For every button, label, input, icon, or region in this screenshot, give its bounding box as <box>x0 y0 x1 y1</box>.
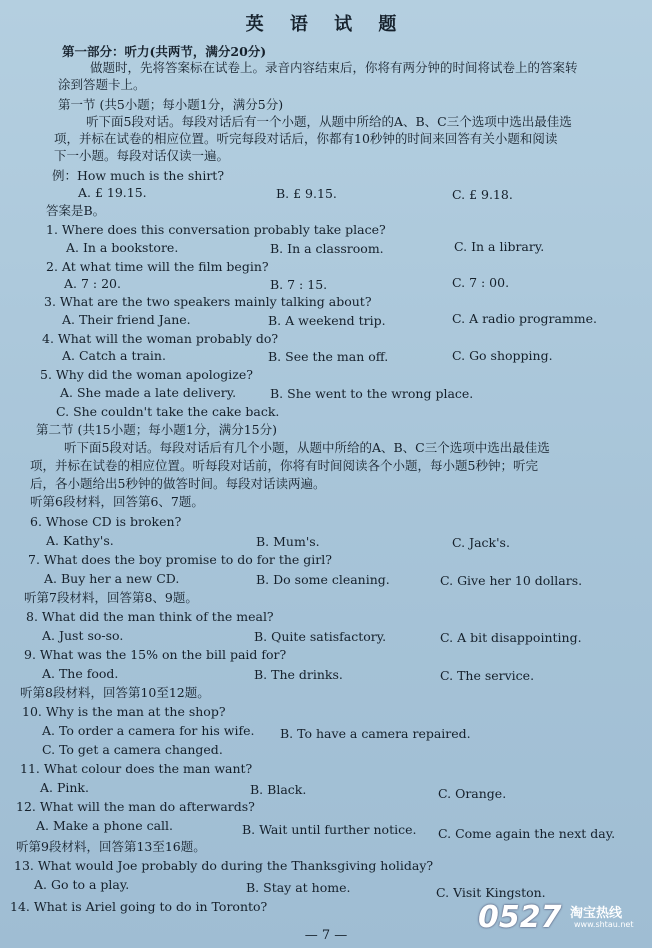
question-6: 6. Whose CD is broken? <box>30 514 182 529</box>
material-7-heading: 听第7段材料，回答第8、9题。 <box>24 590 198 605</box>
q2-option-c: C. 7 : 00. <box>452 275 510 290</box>
q7-option-c: C. Give her 10 dollars. <box>440 573 583 588</box>
q2-option-a: A. 7 : 20. <box>64 276 121 291</box>
q13-option-c: C. Visit Kingston. <box>436 885 546 900</box>
example-option-a: A. £ 19.15. <box>78 185 147 200</box>
section2-intro-2: 项，并标在试卷的相应位置。听每段对话前，你将有时间阅读各个小题，每小题5秒钟；听完 <box>30 458 538 473</box>
section2-intro-1: 听下面5段对话。每段对话后有几个小题，从题中所给的A、B、C三个选项中选出最佳选 <box>64 440 550 455</box>
section2-intro-3: 后，各小题给出5秒钟的做答时间。每段对话读两遍。 <box>30 476 326 491</box>
example-question: 例：How much is the shirt? <box>52 168 225 183</box>
question-12: 12. What will the man do afterwards? <box>16 799 255 814</box>
q1-option-a: A. In a bookstore. <box>66 240 179 255</box>
q13-option-a: A. Go to a play. <box>34 877 130 892</box>
q1-option-b: B. In a classroom. <box>270 241 384 256</box>
watermark-url: www.shtau.net <box>574 920 634 929</box>
q3-option-a: A. Their friend Jane. <box>62 312 191 327</box>
q4-option-c: C. Go shopping. <box>452 348 553 363</box>
question-4: 4. What will the woman probably do? <box>42 331 279 346</box>
q12-option-b: B. Wait until further notice. <box>242 822 417 837</box>
q7-option-a: A. Buy her a new CD. <box>44 571 180 586</box>
q5-option-b: B. She went to the wrong place. <box>270 386 474 401</box>
q2-option-b: B. 7 : 15. <box>270 277 328 292</box>
q9-option-a: A. The food. <box>42 666 119 681</box>
q11-option-b: B. Black. <box>250 782 307 797</box>
q12-option-c: C. Come again the next day. <box>438 826 616 841</box>
q10-option-b: B. To have a camera repaired. <box>280 726 471 741</box>
question-3: 3. What are the two speakers mainly talking about? <box>44 294 372 309</box>
watermark-logo <box>478 900 646 938</box>
material-8-heading: 听第8段材料，回答第10至12题。 <box>20 685 210 700</box>
q1-option-c: C. In a library. <box>454 239 545 254</box>
section1-intro-2: 项，并标在试卷的相应位置。听完每段对话后，你都有10秒钟的时间来回答有关小题和阅读 <box>54 131 558 146</box>
section2-heading: 第二节 (共15小题；每小题1分，满分15分) <box>36 422 277 437</box>
example-answer: 答案是B。 <box>46 203 106 218</box>
question-10: 10. Why is the man at the shop? <box>22 704 226 719</box>
q3-option-b: B. A weekend trip. <box>268 313 386 328</box>
question-5: 5. Why did the woman apologize? <box>40 367 253 382</box>
q12-option-a: A. Make a phone call. <box>36 818 174 833</box>
q10-option-a: A. To order a camera for his wife. <box>42 723 255 738</box>
question-14: 14. What is Ariel going to do in Toronto? <box>10 899 268 914</box>
q9-option-c: C. The service. <box>440 668 535 683</box>
q10-option-c: C. To get a camera changed. <box>42 742 223 757</box>
question-7: 7. What does the boy promise to do for the girl? <box>28 552 332 567</box>
q8-option-b: B. Quite satisfactory. <box>254 629 387 644</box>
q7-option-b: B. Do some cleaning. <box>256 572 390 587</box>
q5-option-c: C. She couldn't take the cake back. <box>56 404 280 419</box>
question-9: 9. What was the 15% on the bill paid for? <box>24 647 287 662</box>
q13-option-b: B. Stay at home. <box>246 880 351 895</box>
section1-intro-3: 下一小题。每段对话仅读一遍。 <box>54 148 230 163</box>
question-2: 2. At what time will the film begin? <box>46 259 269 274</box>
q8-option-a: A. Just so-so. <box>42 628 124 643</box>
q6-option-c: C. Jack's. <box>452 535 510 550</box>
part1-intro-2: 涂到答题卡上。 <box>58 77 146 92</box>
page-title: 英 语 试 题 <box>245 14 407 35</box>
section1-heading: 第一节 (共5小题；每小题1分，满分5分) <box>58 97 284 112</box>
q6-option-b: B. Mum's. <box>256 534 320 549</box>
watermark-brand: 淘宝热线 <box>570 906 623 921</box>
section1-intro-1: 听下面5段对话。每段对话后有一个小题，从题中所给的A、B、C三个选项中选出最佳选 <box>86 114 572 129</box>
part1-heading: 第一部分：听力(共两节，满分20分) <box>62 44 267 59</box>
q4-option-a: A. Catch a train. <box>62 348 166 363</box>
question-11: 11. What colour does the man want? <box>20 761 253 776</box>
q11-option-c: C. Orange. <box>438 786 507 801</box>
q5-option-a: A. She made a late delivery. <box>60 385 237 400</box>
example-option-c: C. £ 9.18. <box>452 187 513 202</box>
material-6-heading: 听第6段材料，回答第6、7题。 <box>30 494 204 509</box>
example-option-b: B. £ 9.15. <box>276 186 337 201</box>
q3-option-c: C. A radio programme. <box>452 311 598 326</box>
q6-option-a: A. Kathy's. <box>46 533 114 548</box>
q9-option-b: B. The drinks. <box>254 667 343 682</box>
material-9-heading: 听第9段材料，回答第13至16题。 <box>16 839 206 854</box>
question-8: 8. What did the man think of the meal? <box>26 609 274 624</box>
watermark-number: 0527 <box>478 900 562 935</box>
page-number: — 7 — <box>304 928 348 943</box>
q11-option-a: A. Pink. <box>40 780 89 795</box>
question-1: 1. Where does this conversation probably take place? <box>46 222 386 237</box>
question-13: 13. What would Joe probably do during the Thanksgiving holiday? <box>14 858 434 873</box>
q8-option-c: C. A bit disappointing. <box>440 630 582 645</box>
part1-intro-1: 做题时，先将答案标在试卷上。录音内容结束后，你将有两分钟的时间将试卷上的答案转 <box>90 60 578 75</box>
q4-option-b: B. See the man off. <box>268 349 389 364</box>
